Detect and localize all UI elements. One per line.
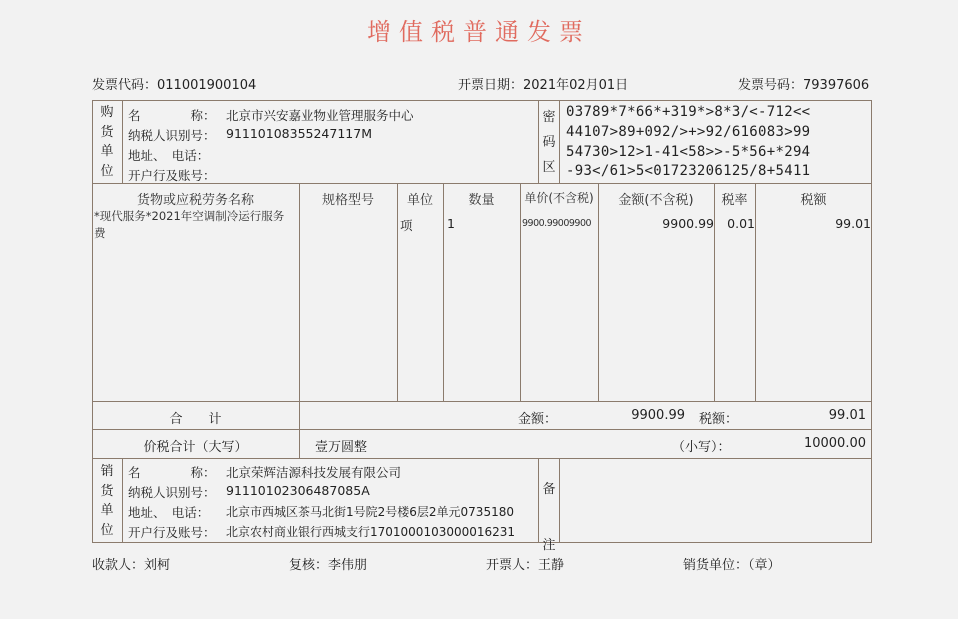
invoice-code xyxy=(92,74,256,93)
cipher-side-char: 区 xyxy=(542,160,556,175)
seller-address: 北京市西城区茶马北街1号院2号楼6层2单元0735180 xyxy=(226,505,514,519)
seller-side-char: 单 xyxy=(100,503,114,518)
buyer-tax-id: 91110108355247117M xyxy=(226,126,372,141)
col-divider-qty xyxy=(443,183,444,401)
col-header-qty: 数量 xyxy=(468,193,495,208)
footer-reviewer xyxy=(289,554,367,573)
buyer-name-label: 名 称： xyxy=(128,108,216,123)
col-header-amount: 金额(不含税) xyxy=(618,193,694,208)
item-name-line1: *现代服务*2021年空调制冷运行服务 xyxy=(94,209,285,223)
item-rate: 0.01 xyxy=(727,216,755,231)
seller-side-label xyxy=(97,462,117,540)
divider-seller-side xyxy=(122,458,123,543)
invoice-code-label: 发票代码： xyxy=(92,78,158,93)
buyer-name: 北京市兴安嘉业物业管理服务中心 xyxy=(226,108,414,123)
cipher-side-label xyxy=(539,105,559,180)
buyer-side-char: 货 xyxy=(100,124,114,140)
buyer-address-label: 地址、 电话： xyxy=(128,148,210,163)
footer-reviewer-value: 李伟朋 xyxy=(328,558,368,573)
remarks-side-char: 注 xyxy=(542,538,556,553)
grand-total-label: 价税合计（大写） xyxy=(143,440,248,455)
cipher-line: 44107>89+092/>+>92/616083>99 xyxy=(566,124,811,140)
invoice-number xyxy=(738,74,869,93)
cipher-side-char: 密 xyxy=(542,110,556,125)
item-name-line2: 费 xyxy=(94,226,106,240)
footer-drawer-label: 开票人： xyxy=(486,558,539,573)
cipher-line: 03789*7*66*+319*>8*3/<-712<< xyxy=(566,104,811,120)
footer-payee xyxy=(92,554,170,573)
seller-side-char: 销 xyxy=(100,464,114,479)
grand-total-words: 壹万圆整 xyxy=(315,440,368,455)
footer-drawer xyxy=(486,554,564,573)
divider-buyer-side xyxy=(122,100,123,183)
divider-total-grand xyxy=(92,429,872,430)
total-amount: 9900.99 xyxy=(631,408,685,423)
invoice-title: 增值税普通发票 xyxy=(367,18,591,46)
footer-seller-seal: 销货单位：（章） xyxy=(683,558,781,573)
seller-tax-id: 91110102306487085A xyxy=(226,483,370,498)
grand-total-small-label: （小写）： xyxy=(672,440,731,455)
item-unit: 项 xyxy=(400,218,413,233)
divider-cipher-side xyxy=(559,100,560,183)
remarks-side-char: 备 xyxy=(542,482,556,497)
buyer-bank-label: 开户行及账号： xyxy=(128,168,216,183)
seller-side-char: 货 xyxy=(100,483,114,499)
item-price: 9900.99009900 xyxy=(522,218,592,229)
buyer-side-char: 单 xyxy=(100,144,114,159)
remarks-area xyxy=(560,459,871,542)
col-header-spec: 规格型号 xyxy=(321,193,374,208)
col-header-name: 货物或应税劳务名称 xyxy=(136,193,254,208)
invoice-date-label: 开票日期： xyxy=(458,78,524,93)
invoice-date xyxy=(458,74,628,93)
buyer-side-char: 购 xyxy=(100,105,114,120)
buyer-side-char: 位 xyxy=(100,163,114,179)
total-tax-label: 税额： xyxy=(699,412,739,427)
total-amount-label: 金额： xyxy=(518,412,558,427)
cipher-side-char: 码 xyxy=(542,135,556,150)
col-divider-unit xyxy=(397,183,398,401)
footer-reviewer-label: 复核： xyxy=(289,558,329,573)
footer-payee-label: 收款人： xyxy=(92,558,145,573)
col-divider-price xyxy=(520,183,521,401)
invoice-date-value: 2021年02月01日 xyxy=(523,78,629,93)
seller-tax-id-label: 纳税人识别号： xyxy=(128,485,216,500)
invoice-code-value: 011001900104 xyxy=(157,78,257,93)
buyer-tax-id-label: 纳税人识别号： xyxy=(128,128,216,143)
footer-payee-value: 刘柯 xyxy=(144,558,171,573)
col-header-unit: 单位 xyxy=(406,193,433,208)
col-header-tax: 税额 xyxy=(800,193,827,208)
item-amount: 9900.99 xyxy=(662,216,714,231)
seller-name-label: 名 称： xyxy=(128,465,216,480)
invoice-number-value: 79397606 xyxy=(803,78,870,93)
divider-items-total xyxy=(92,401,872,402)
cipher-line: -93</61>5<01723206125/8+5411 xyxy=(566,163,811,179)
seller-side-char: 位 xyxy=(100,522,114,538)
invoice-number-label: 发票号码： xyxy=(738,78,804,93)
total-label: 合 计 xyxy=(169,412,222,427)
col-header-rate: 税率 xyxy=(721,193,748,208)
col-divider-spec xyxy=(299,183,300,401)
seller-bank: 北京农村商业银行西城支行1701000103000016231 xyxy=(226,525,516,539)
seller-address-label: 地址、 电话： xyxy=(128,505,210,520)
grand-total-value: 10000.00 xyxy=(803,436,866,451)
footer-drawer-value: 王静 xyxy=(538,558,565,573)
item-qty: 1 xyxy=(447,216,455,231)
divider-total-label xyxy=(299,401,300,458)
item-tax: 99.01 xyxy=(835,216,871,231)
seller-name: 北京荣辉洁源科技发展有限公司 xyxy=(226,465,402,480)
col-header-price: 单价(不含税) xyxy=(524,191,594,205)
cipher-line: 54730>12>1-41<58>>-5*56+*294 xyxy=(566,144,811,160)
total-tax: 99.01 xyxy=(828,408,866,423)
buyer-side-label xyxy=(97,103,117,181)
seller-bank-label: 开户行及账号： xyxy=(128,525,216,540)
